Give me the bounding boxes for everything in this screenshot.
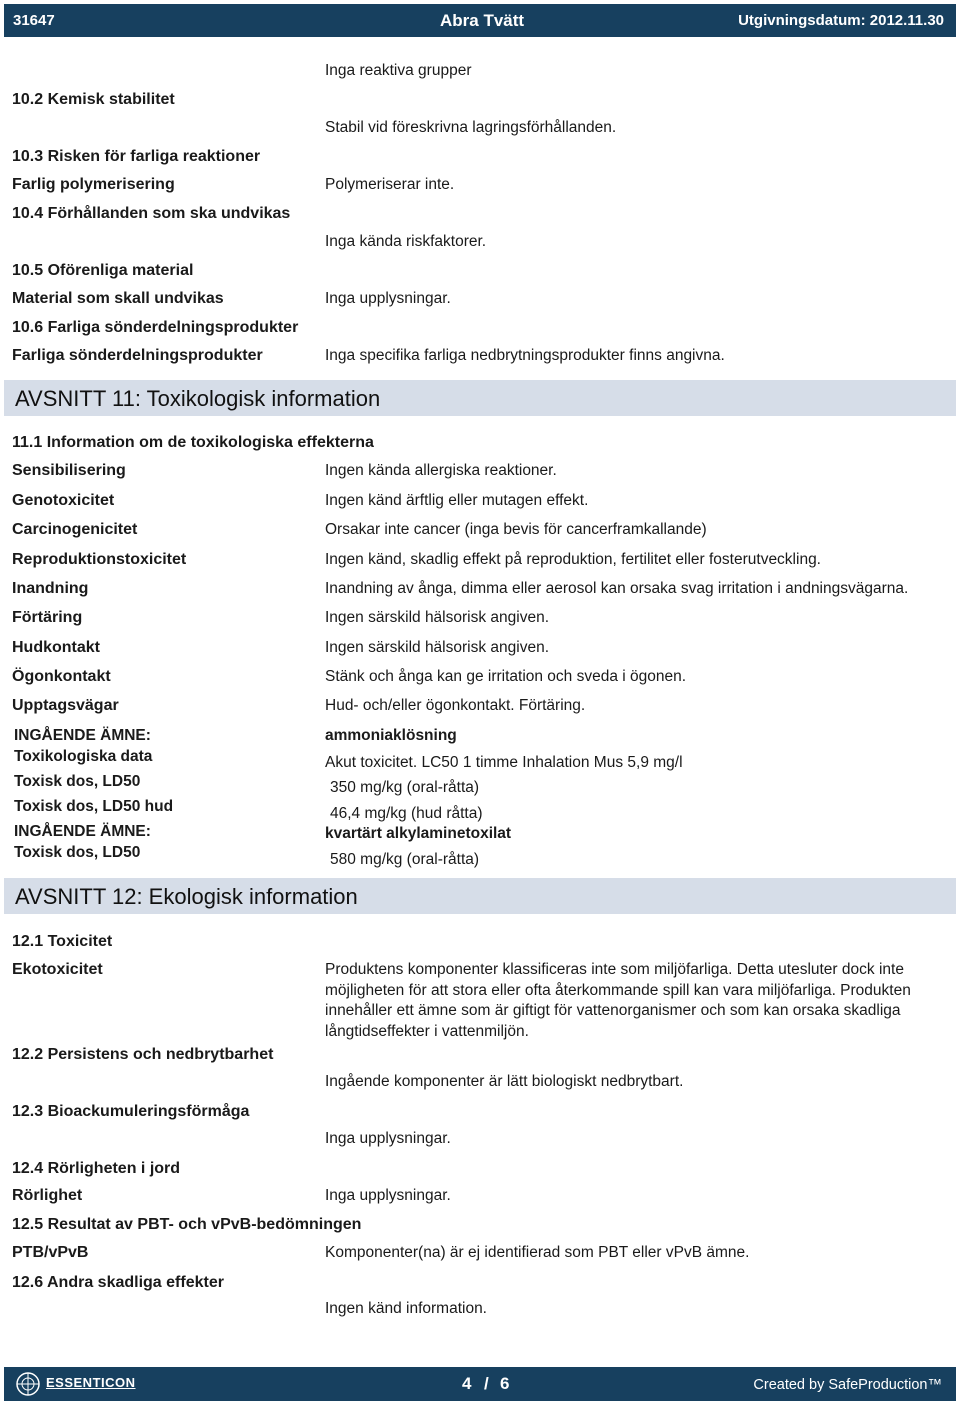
ingredient-1-name: ammoniaklösning	[325, 727, 457, 744]
stability-value: Stabil vid föreskrivna lagringsförhållanden.	[325, 119, 617, 136]
conditions-value: Inga kända riskfaktorer.	[325, 233, 487, 250]
ingredient-2-name: kvartärt alkylaminetoxilat	[325, 825, 512, 842]
ld50-skin-value: 46,4 mg/kg (hud råtta)	[330, 805, 483, 822]
essenticon-logo-icon	[15, 1371, 49, 1397]
ld50-skin-label: Toxisk dos, LD50 hud	[14, 798, 174, 815]
tox-row-value: Ingen kända allergiska reaktioner.	[325, 462, 557, 479]
header-bar	[4, 4, 956, 37]
section-11-1-heading: 11.1 Information om de toxikologiska effekterna	[12, 434, 374, 451]
bioaccumulation-value: Inga upplysningar.	[325, 1130, 451, 1147]
tox-row-value: Hud- och/eller ögonkontakt. Förtäring.	[325, 697, 586, 714]
pbt-value: Komponenter(na) är ej identifierad som PBT eller vPvB ämne.	[325, 1244, 750, 1261]
ecotoxicity-value: Produktens komponenter klassificeras inte som miljöfarliga. Detta utesluter dock inte möjligheten för att stora eller ofta återkommande spill kan vara miljöfarliga. Produkten innehåller ett ämne som är giftigt för vattenorganismer och som kan orsaka skadliga långtidseffekter i vattenmiljön.	[325, 961, 911, 1040]
section-12-1-heading: 12.1 Toxicitet	[12, 933, 113, 950]
decomposition-value: Inga specifika farliga nedbrytningsprodukter finns angivna.	[325, 347, 725, 364]
section-12-6-heading: 12.6 Andra skadliga effekter	[12, 1274, 224, 1291]
tox-data-value: Akut toxicitet. LC50 1 timme Inhalation Mus 5,9 mg/l	[325, 754, 683, 771]
decomposition-label: Farliga sönderdelningsprodukter	[12, 347, 263, 364]
persistence-value: Ingående komponenter är lätt biologiskt nedbrytbart.	[325, 1073, 684, 1090]
section-11-title: AVSNITT 11: Toxikologisk information	[15, 386, 381, 411]
section-11-header	[4, 380, 956, 416]
section-12-title: AVSNITT 12: Ekologisk information	[15, 884, 358, 909]
doc-number: 31647	[13, 12, 55, 29]
ld50-label: Toxisk dos, LD50	[14, 773, 141, 790]
section-12-header	[4, 878, 956, 914]
footer-bar	[4, 1367, 956, 1401]
section-10-4-heading: 10.4 Förhållanden som ska undvikas	[12, 205, 291, 222]
section-10-2-heading: 10.2 Kemisk stabilitet	[12, 91, 175, 108]
pbt-label: PTB/vPvB	[12, 1244, 89, 1261]
section-10-5-heading: 10.5 Oförenliga material	[12, 262, 194, 279]
ingredient-2-label: INGÅENDE ÄMNE:	[14, 823, 151, 840]
issue-date: Utgivningsdatum: 2012.11.30	[738, 12, 944, 29]
section-12-5-heading: 12.5 Resultat av PBT- och vPvB-bedömningen	[12, 1216, 362, 1233]
tox-row-value: Orsakar inte cancer (inga bevis för cancerframkallande)	[325, 521, 707, 538]
reactivity-value: Inga reaktiva grupper	[325, 62, 472, 79]
tox-row-label: Genotoxicitet	[12, 492, 115, 509]
tox-row-value: Ingen känd ärftlig eller mutagen effekt.	[325, 492, 589, 509]
tox-row-value: Ingen känd, skadlig effekt på reproduktion, fertilitet eller fosterutveckling.	[325, 551, 821, 568]
ld50-value: 350 mg/kg (oral-råtta)	[330, 779, 480, 796]
tox-row-label: Förtäring	[12, 609, 83, 626]
mobility-value: Inga upplysningar.	[325, 1187, 451, 1204]
materials-avoid-value: Inga upplysningar.	[325, 290, 451, 307]
tox-row-value: Stänk och ånga kan ge irritation och sveda i ögonen.	[325, 668, 687, 685]
tox-row-label: Upptagsvägar	[12, 697, 119, 714]
created-by-text: Created by SafeProduction™	[753, 1377, 942, 1393]
tox-row-label: Reproduktionstoxicitet	[12, 551, 187, 568]
tox-row-value: Ingen särskild hälsorisk angiven.	[325, 609, 550, 626]
footer-logo-text: ESSENTICON	[46, 1375, 136, 1390]
tox-row-label: Ögonkontakt	[12, 668, 111, 685]
page-separator: /	[484, 1374, 489, 1393]
section-12-4-heading: 12.4 Rörligheten i jord	[12, 1160, 181, 1177]
polymerization-label: Farlig polymerisering	[12, 176, 175, 193]
section-12-2-heading: 12.2 Persistens och nedbrytbarhet	[12, 1046, 274, 1063]
mobility-label: Rörlighet	[12, 1187, 83, 1204]
product-name: Abra Tvätt	[440, 11, 525, 30]
page-total: 6	[500, 1374, 510, 1393]
ecotoxicity-label: Ekotoxicitet	[12, 961, 103, 978]
other-effects-value: Ingen känd information.	[325, 1300, 487, 1317]
tox-row-label: Carcinogenicitet	[12, 521, 138, 538]
tox-row-value: Ingen särskild hälsorisk angiven.	[325, 639, 550, 656]
tox-row-label: Hudkontakt	[12, 639, 100, 656]
ingredient-1-label: INGÅENDE ÄMNE:	[14, 727, 151, 744]
tox-row-label: Inandning	[12, 580, 89, 597]
polymerization-value: Polymeriserar inte.	[325, 176, 455, 193]
section-10-6-heading: 10.6 Farliga sönderdelningsprodukter	[12, 319, 299, 336]
page-current: 4	[462, 1374, 472, 1393]
tox-row-value: Inandning av ånga, dimma eller aerosol kan orsaka svag irritation i andningsvägarna.	[325, 580, 909, 597]
section-12-3-heading: 12.3 Bioackumuleringsförmåga	[12, 1103, 250, 1120]
materials-avoid-label: Material som skall undvikas	[12, 290, 224, 307]
ld50-2-value: 580 mg/kg (oral-råtta)	[330, 851, 480, 868]
tox-row-label: Sensibilisering	[12, 462, 126, 479]
ld50-2-label: Toxisk dos, LD50	[14, 844, 141, 861]
section-10-3-heading: 10.3 Risken för farliga reaktioner	[12, 148, 261, 165]
tox-data-label: Toxikologiska data	[14, 748, 153, 765]
